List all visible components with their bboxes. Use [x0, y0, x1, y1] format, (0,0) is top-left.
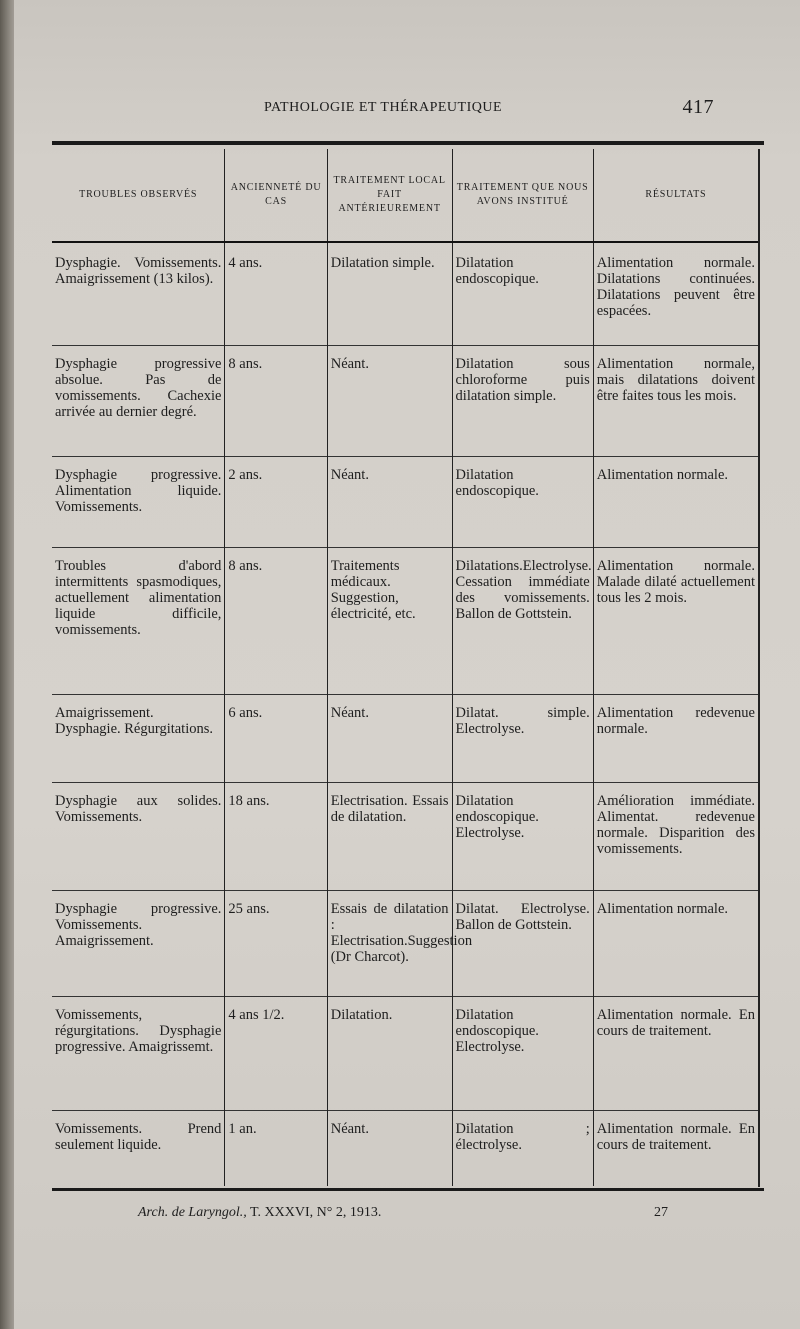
cell-troubles: Dysphagie progressive absolue. Pas de vomissements. Cachexie arrivée au dernier degré.	[52, 345, 225, 456]
table-row	[52, 547, 758, 694]
footer-signature: 27	[654, 1205, 668, 1220]
page-footer	[138, 1205, 668, 1225]
cell-resultats: Alimentation normale, mais dilatations doivent être faites tous les mois.	[593, 345, 758, 456]
cell-resultats: Alimentation normale. Malade dilaté actuellement tous les 2 mois.	[593, 547, 758, 694]
cell-traitement-institue: Dilatation endoscopique. Electrolyse.	[452, 782, 593, 890]
cell-anciennete: 8 ans.	[225, 345, 327, 456]
col-header-traitement-institue: TRAITEMENT QUE NOUS AVONS INSTITUÉ	[452, 149, 593, 242]
cell-traitement-anterieur: Néant.	[327, 694, 452, 782]
cell-anciennete: 6 ans.	[225, 694, 327, 782]
table-top-rule	[52, 141, 764, 145]
cell-traitement-institue: Dilatation ; électrolyse.	[452, 1110, 593, 1186]
cell-traitement-institue: Dilatations.Electrolyse. Cessation immédiate des vomissements. Ballon de Gottstein.	[452, 547, 593, 694]
cell-resultats: Alimentation normale. En cours de traitement.	[593, 996, 758, 1110]
col-header-troubles: TROUBLES OBSERVÉS	[79, 189, 198, 200]
cell-anciennete: 1 an.	[225, 1110, 327, 1186]
footer-journal: Arch. de Laryngol.,	[138, 1205, 247, 1220]
cell-troubles: Troubles d'abord intermittents spasmodiques, actuellement alimentation liquide difficile, vomissements.	[52, 547, 225, 694]
cell-traitement-institue: Dilatat. simple. Electrolyse.	[452, 694, 593, 782]
case-table-wrapper	[52, 141, 764, 1191]
cell-anciennete: 4 ans 1/2.	[225, 996, 327, 1110]
col-header-traitement-anterieur: TRAITEMENT LOCAL FAIT ANTÉRIEUREMENT	[327, 149, 452, 242]
cell-resultats: Alimentation normale. En cours de traitement.	[593, 1110, 758, 1186]
table-row	[52, 890, 758, 996]
cell-troubles: Dysphagie progressive. Vomissements. Amaigrissement.	[52, 890, 225, 996]
table-row	[52, 694, 758, 782]
cell-traitement-anterieur: Traitements médicaux. Suggestion, électricité, etc.	[327, 547, 452, 694]
cell-troubles: Dysphagie aux solides. Vomissements.	[52, 782, 225, 890]
cell-troubles: Dysphagie. Vomissements. Amaigrissement (13 kilos).	[52, 242, 225, 345]
col-header-resultats: RÉSULTATS	[593, 149, 758, 242]
cell-traitement-anterieur: Néant.	[327, 456, 452, 547]
cell-traitement-institue: Dilatation sous chloroforme puis dilatation simple.	[452, 345, 593, 456]
cell-traitement-anterieur: Essais de dilatation : Electrisation.Suggestion (Dr Charcot).	[327, 890, 452, 996]
cell-traitement-anterieur: Néant.	[327, 1110, 452, 1186]
running-title: PATHOLOGIE ET THÉRAPEUTIQUE	[264, 100, 503, 115]
table-row	[52, 345, 758, 456]
cell-traitement-institue: Dilatation endoscopique. Electrolyse.	[452, 996, 593, 1110]
table-row	[52, 242, 758, 345]
footer-citation	[138, 1205, 381, 1221]
cell-anciennete: 18 ans.	[225, 782, 327, 890]
cell-resultats: Alimentation normale.	[593, 890, 758, 996]
cell-traitement-institue: Dilatat. Electrolyse. Ballon de Gottstein.	[452, 890, 593, 996]
cell-traitement-institue: Dilatation endoscopique.	[452, 242, 593, 345]
book-page	[14, 0, 800, 1329]
cell-troubles: Amaigrissement. Dysphagie. Régurgitations.	[52, 694, 225, 782]
table-row	[52, 1110, 758, 1186]
cell-resultats: Alimentation normale. Dilatations continuées. Dilatations peuvent être espacées.	[593, 242, 758, 345]
cell-traitement-anterieur: Dilatation simple.	[327, 242, 452, 345]
cell-anciennete: 8 ans.	[225, 547, 327, 694]
cell-anciennete: 25 ans.	[225, 890, 327, 996]
cell-resultats: Alimentation redevenue normale.	[593, 694, 758, 782]
table-row	[52, 456, 758, 547]
cell-troubles: Dysphagie progressive. Alimentation liquide. Vomissements.	[52, 456, 225, 547]
cell-troubles: Vomissements, régurgitations. Dysphagie progressive. Amaigrissemt.	[52, 996, 225, 1110]
table-row	[52, 996, 758, 1110]
cell-resultats: Amélioration immédiate. Alimentat. redevenue normale. Disparition des vomissements.	[593, 782, 758, 890]
cell-troubles: Vomissements. Prend seulement liquide.	[52, 1110, 225, 1186]
cell-anciennete: 4 ans.	[225, 242, 327, 345]
cell-traitement-anterieur: Néant.	[327, 345, 452, 456]
col-header-anciennete: ANCIENNETÉ DU CAS	[225, 149, 327, 242]
table-bottom-rule	[52, 1188, 764, 1191]
cell-anciennete: 2 ans.	[225, 456, 327, 547]
page-number: 417	[682, 96, 714, 118]
cell-traitement-institue: Dilatation endoscopique.	[452, 456, 593, 547]
table-row	[52, 782, 758, 890]
cell-traitement-anterieur: Electrisation. Essais de dilatation.	[327, 782, 452, 890]
page-header	[264, 96, 714, 122]
table-header-row	[52, 149, 758, 242]
footer-reference: T. XXXVI, N° 2, 1913.	[250, 1205, 382, 1220]
table-right-rule	[758, 149, 760, 1187]
case-table	[52, 149, 758, 1186]
cell-traitement-anterieur: Dilatation.	[327, 996, 452, 1110]
cell-resultats: Alimentation normale.	[593, 456, 758, 547]
